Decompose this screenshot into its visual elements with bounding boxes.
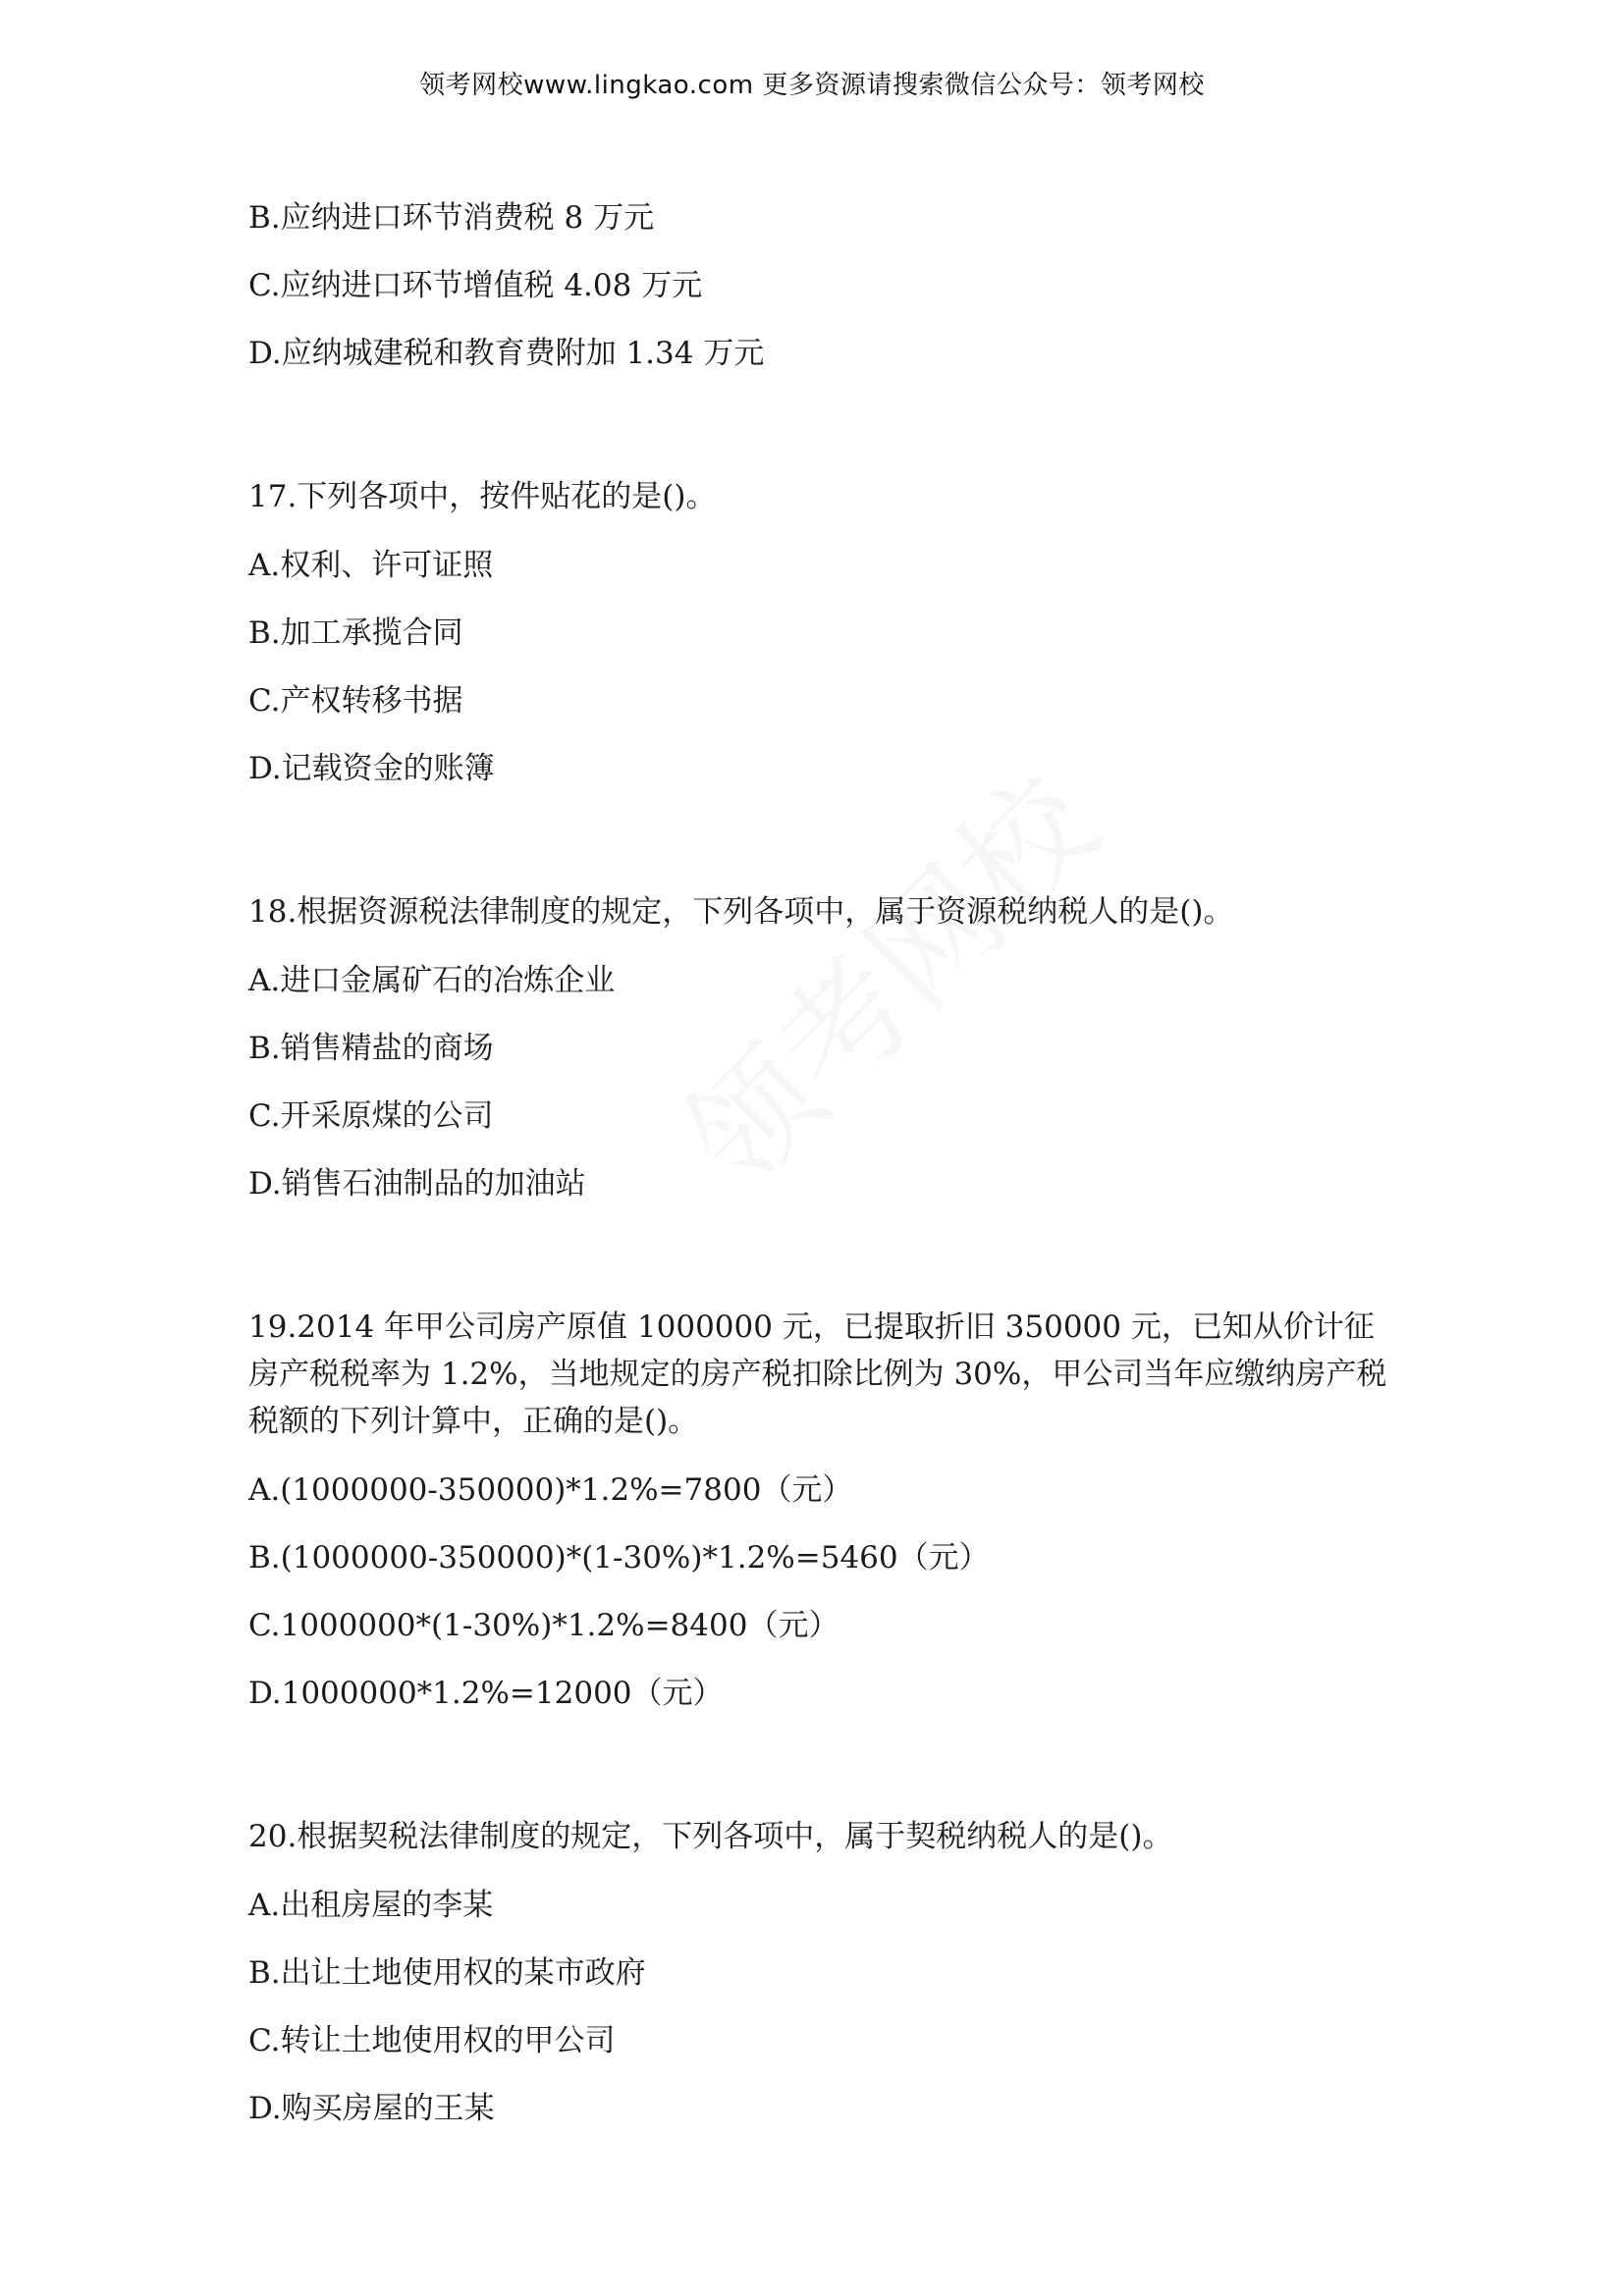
q18-option-a: A.进口金属矿石的冶炼企业 (248, 963, 616, 998)
q18-option-c: C.开采原煤的公司 (248, 1098, 494, 1134)
q18-option-d: D.销售石油制品的加油站 (248, 1166, 586, 1201)
question-19-stem: 19.2014 年甲公司房产原值 1000000 元，已提取折旧 350000 元，已知从价计征房产税税率为 1.2%，当地规定的房产税扣除比例为 30%，甲公司当年应缴纳房产税税额的下列计算中，正确的是()。 (248, 1309, 1387, 1439)
q18-option-b: B.销售精盐的商场 (248, 1031, 494, 1066)
question-20-stem: 20.根据契税法律制度的规定，下列各项中，属于契税纳税人的是()。 (248, 1819, 1173, 1854)
q17-option-d: D.记载资金的账簿 (248, 751, 495, 786)
q17-option-b: B.加工承揽合同 (248, 615, 463, 651)
option-b: B.应纳进口环节消费税 8 万元 (248, 200, 655, 236)
q17-option-a: A.权利、许可证照 (248, 548, 494, 583)
document-body (248, 196, 1407, 2155)
option-d: D.应纳城建税和教育费附加 1.34 万元 (248, 336, 765, 371)
q19-option-d: D.1000000*1.2%=12000（元） (248, 1676, 724, 1711)
q19-option-a: A.(1000000-350000)*1.2%=7800（元） (248, 1472, 853, 1508)
q19-option-b: B.(1000000-350000)*(1-30%)*1.2%=5460（元） (248, 1540, 990, 1575)
page-header: 领考网校www.lingkao.com 更多资源请搜索微信公众号：领考网校 (419, 71, 1205, 100)
question-17-stem: 17.下列各项中，按件贴花的是()。 (248, 479, 717, 514)
q17-option-c: C.产权转移书据 (248, 683, 463, 719)
q20-option-d: D.购买房屋的王某 (248, 2091, 495, 2126)
option-c: C.应纳进口环节增值税 4.08 万元 (248, 268, 703, 303)
q20-option-a: A.出租房屋的李某 (248, 1888, 494, 1923)
q20-option-b: B.出让土地使用权的某市政府 (248, 1955, 646, 1991)
q19-option-c: C.1000000*(1-30%)*1.2%=8400（元） (248, 1608, 839, 1643)
question-18-stem: 18.根据资源税法律制度的规定，下列各项中，属于资源税纳税人的是()。 (248, 894, 1234, 930)
q20-option-c: C.转让土地使用权的甲公司 (248, 2023, 616, 2058)
